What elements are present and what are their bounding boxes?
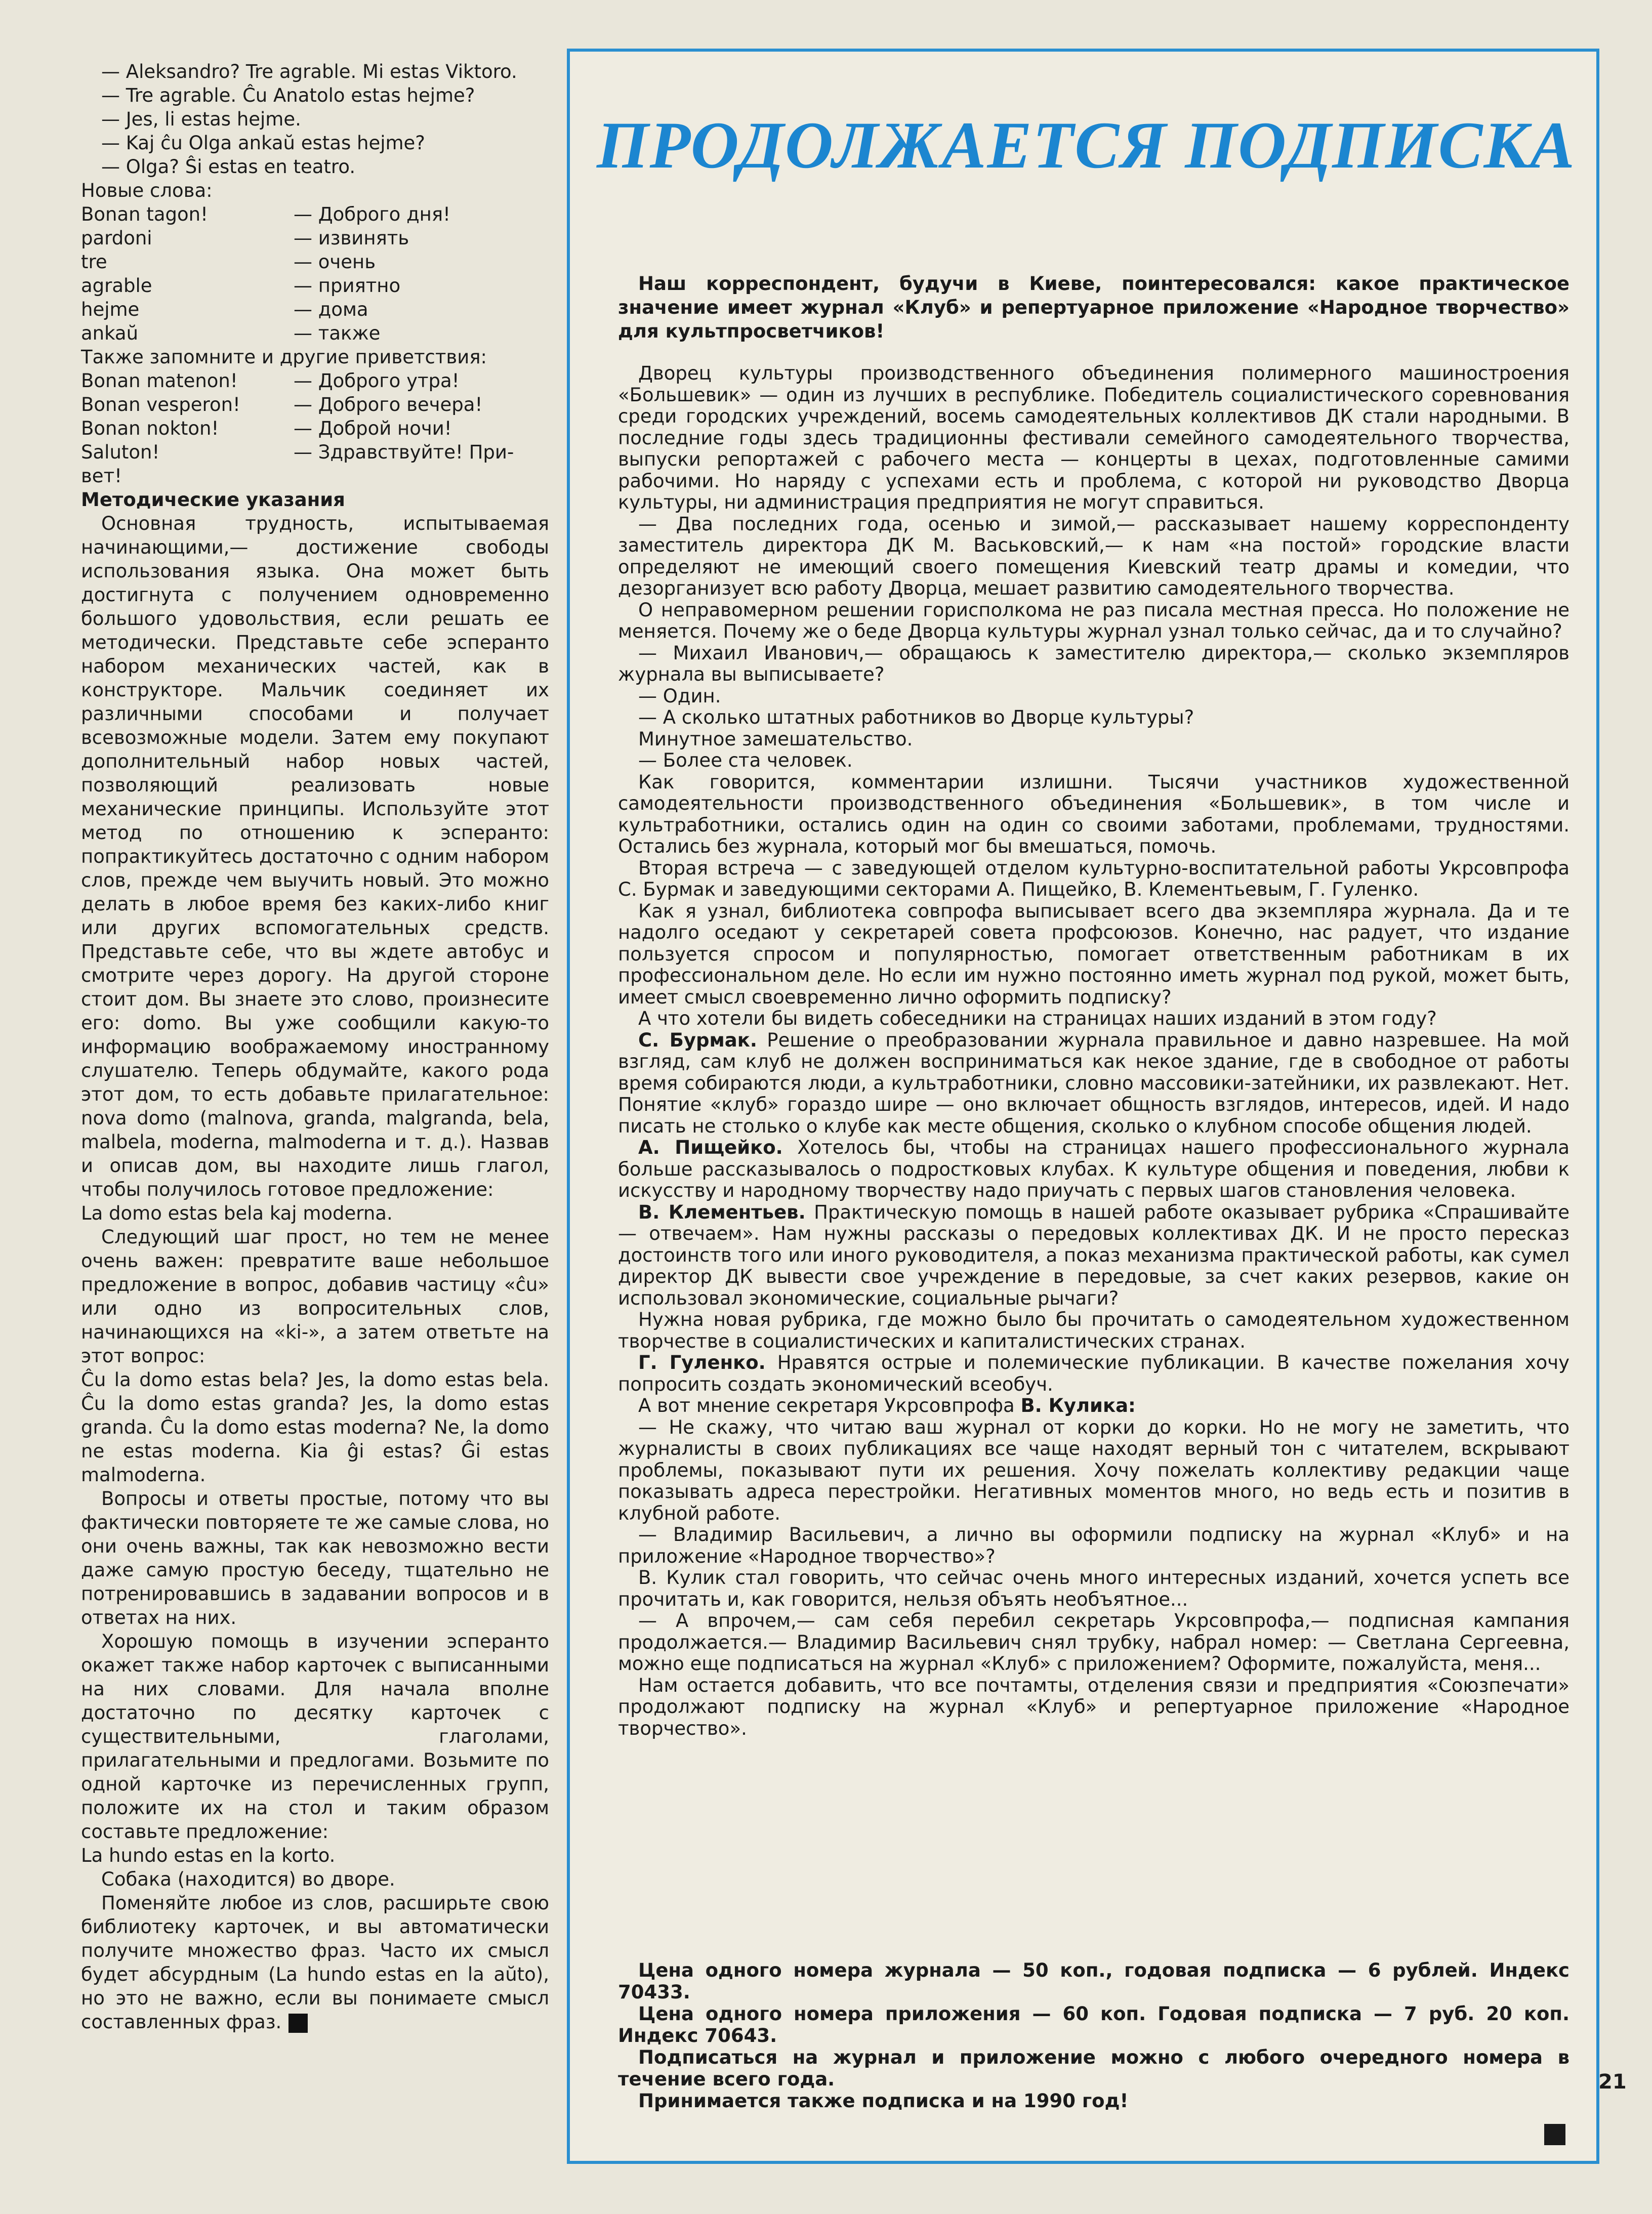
vocab-ru: — дома <box>294 299 368 320</box>
dialog-line: — Kaj ĉu Olga ankaŭ estas hejme? <box>101 132 425 154</box>
interview-klementiev <box>618 1202 1570 1310</box>
example-sentence: La hundo estas en la korto. <box>81 1845 336 1866</box>
speaker-text: Решение о преобразовании журнала правильное и давно назревшее. На мой взгляд, сам клуб не должен восприниматься как некое здание, где в свободное от работы время собираются люди, а культработники, словно массовики-затейники, их развлекают. Нет. Понятие «клуб» гораздо шире — оно включает общность взглядов, интересов, идей. И надо писать не столько о клубе как месте общения, сколько о клубном способе общения людей. <box>618 1029 1570 1137</box>
vocab-eo: hejme <box>81 299 140 320</box>
subscription-prices <box>618 1959 1570 2112</box>
example-sentence: La domo estas bela kaj moderna. <box>81 1202 393 1224</box>
dialog-line: — Tre agrable. Ĉu Anatolo estas hejme? <box>101 85 475 106</box>
speaker-text: Практическую помощь в нашей работе оказывает рубрика «Спрашивайте — отвечаем». Нам нужны рассказы о передовых коллективах ДК. И не просто пересказ достоинств того или иного руководителя, а показ механизма практической работы, как сумел директор ДК вывести свое учреждение в передовые, за счет каких резервов, какие он использовал экономические, социальные рычаги? <box>618 1201 1570 1309</box>
speaker-name: В. Клементьев. <box>638 1201 806 1223</box>
speaker-name: А. Пищейко. <box>638 1137 783 1158</box>
interview-gulenko <box>618 1352 1570 1395</box>
vocab-row <box>81 274 549 298</box>
paragraph: В. Кулик стал говорить, что сейчас очень много интересных изданий, хочется успеть все прочитать и, как говорится, нельзя объять необъятное... <box>618 1567 1570 1610</box>
paragraph: Как говорится, комментарии излишни. Тысячи участников художественной самодеятельности производственного объединения «Большевик», в том числе и культработники, остались один на один со своими заботами, проблемами, трудностями. Остались без журнала, который мог бы вмешаться, помочь. <box>618 771 1570 857</box>
greeting-row <box>81 369 549 393</box>
paragraph: Нам остается добавить, что все почтамты, отделения связи и предприятия «Союзпечати» продолжают подписку на журнал «Клуб» и репертуарное приложение «Народное творчество». <box>618 1674 1570 1739</box>
vocab-heading: Новые слова: <box>81 180 213 201</box>
vocab-eo: Bonan tagon! <box>81 203 208 225</box>
vocab-row <box>81 226 549 250</box>
article-headline: ПРОДОЛЖАЕТСЯ ПОДПИСКА <box>596 108 1576 182</box>
paragraph: Следующий шаг прост, но тем не менее очень важен: превратите ваше небольшое предложение в вопрос, добавив частицу «ĉu» или одно из вопросительных слов, начинающихся на «ki-», а затем ответьте на этот вопрос: <box>81 1226 549 1367</box>
greeting-ru: — Доброго вечера! <box>294 394 483 415</box>
vocab-eo: ankaŭ <box>81 322 139 344</box>
vocab-eo: tre <box>81 251 107 273</box>
end-mark-icon <box>288 2014 308 2033</box>
paragraph: — Один. <box>638 685 721 707</box>
subscription-article-box <box>567 49 1599 2164</box>
price-line: Подписаться на журнал и приложение можно с любого очередного номера в течение всего года. <box>618 2046 1570 2090</box>
end-mark-icon <box>1544 2124 1565 2145</box>
paragraph: Основная трудность, испытываемая начинающими,— достижение свободы использования языка. Она может быть достигнута с получением одновременно большого удовольствия, если решать ее методически. Представьте себе эсперанто набором механических частей, как в конструкторе. Мальчик соединяет их различными способами и получает всевозможные модели. Затем ему покупают дополнительный набор новых частей, позволяющий реализовать новые механические принципы. Используйте этот метод по отношению к эсперанто: попрактикуйтесь достаточно с одним набором слов, прежде чем выучить новый. Это можно делать в любое время без каких-либо книг или других вспомогательных средств. Представьте себе, что вы ждете автобус и смотрите через дорогу. На другой стороне стоит дом. Вы знаете это слово, произнесите его: domo. Вы уже сообщили какую-то информацию воображаемому иностранному слушателю. Теперь обдумайте, какого рода этот дом, то есть добавьте прилагательное: nova domo (malnova, granda, malgranda, bela, malbela, moderna, malmoderna и т. д.). Назвав и описав дом, вы находите лишь глагол, чтобы получилось готовое предложение: <box>81 513 549 1200</box>
vocab-ru: — Доброго дня! <box>294 203 450 225</box>
paragraph: Хорошую помощь в изучении эсперанто окажет также набор карточек с выписанными на них словами. Для начала вполне достаточно по десятку карточек с существительными, глаголами, прилагательными и предлогами. Возьмите по одной карточке из перечисленных групп, положите их на стол и таким образом составьте предложение: <box>81 1631 549 1843</box>
paragraph: — А сколько штатных работников во Дворце культуры? <box>638 706 1194 728</box>
greeting-row <box>81 416 549 440</box>
vocab-row <box>81 298 549 321</box>
vocab-ru: — также <box>294 322 381 344</box>
interview-burmak <box>618 1030 1570 1138</box>
paragraph: Как я узнал, библиотека совпрофа выписывает всего два экземпляра журнала. Да и те надолго оседают у секретарей совета профсоюзов. Конечно, нас радует, что издание пользуется спросом и популярностью, помогает ответственным работникам в их профессиональном деле. Но если им нужно постоянно иметь журнал под рукой, может быть, имеет смысл своевременно лично оформить подписку? <box>618 900 1570 1008</box>
greeting-eo: Bonan matenon! <box>81 370 238 392</box>
speaker-name: С. Бурмак. <box>638 1029 757 1051</box>
kulik-intro <box>618 1395 1570 1417</box>
dialog-line: — Aleksandro? Tre agrable. Mi estas Viktoro. <box>101 61 517 82</box>
vocab-row <box>81 321 549 345</box>
vocab-ru: — извинять <box>294 227 409 249</box>
price-line: Цена одного номера приложения — 60 коп. Годовая подписка — 7 руб. 20 коп. Индекс 70643. <box>618 2003 1570 2046</box>
paragraph: — Владимир Васильевич, а лично вы оформили подписку на журнал «Клуб» и на приложение «Народное творчество»? <box>618 1524 1570 1567</box>
vocab-eo: pardoni <box>81 227 152 249</box>
greeting-ru: — Доброй ночи! <box>294 417 452 439</box>
greetings-heading: Также запомните и другие приветствия: <box>81 346 487 368</box>
paragraph: — А впрочем,— сам себя перебил секретарь Укрсовпрофа,— подписная кампания продолжается.— Владимир Васильевич снял трубку, набрал номер: — Светлана Сергеевна, можно еще подписаться на журнал «Клуб» с приложением? Оформите, пожалуйста, меня... <box>618 1610 1570 1675</box>
price-line: Цена одного номера журнала — 50 коп., годовая подписка — 6 рублей. Индекс 70433. <box>618 1959 1570 2003</box>
paragraph: Вопросы и ответы простые, потому что вы фактически повторяете те же самые слова, но они очень важны, так как невозможно вести даже самую простую беседу, тщательно не потренировавшись в задавании вопросов и в ответах на них. <box>81 1488 549 1628</box>
method-text <box>81 512 549 2034</box>
article-lead: Наш корреспондент, будучи в Киеве, поинтересовался: какое практическое значение имеет журнал «Клуб» и репертуарное приложение «Народное творчество» для культпросветчиков! <box>618 273 1570 342</box>
example-translation: Собака (находится) во дворе. <box>101 1868 395 1890</box>
vocab-row <box>81 250 549 274</box>
paragraph: — Два последних года, осенью и зимой,— рассказывает нашему корреспонденту заместитель директора ДК М. Васьковский,— к нам «на постой» городские власти определяют не имеющий своего помещения Киевский театр драмы и комедии, что дезорганизует всю работу Дворца, мешает развитию самодеятельного творчества. <box>618 513 1570 599</box>
greeting-eo: Bonan nokton! <box>81 417 219 439</box>
paragraph: Дворец культуры производственного объединения полимерного машиностроения «Большевик» — один из лучших в республике. Победитель социалистического соревнования среди городских учреждений, восемь самодеятельных коллективов ДК стали народными. В последние годы здесь традиционны фестивали семейного самодеятельного творчества, выпуски репортажей с рабочего места — концерты в цехах, подготовленные самими рабочими. Но наряду с успехами есть и проблема, с которой ни руководство Дворца культуры, ни администрация предприятия не могут справиться. <box>618 362 1570 513</box>
greeting-eo: Bonan vesperon! <box>81 394 240 415</box>
method-heading: Методические указания <box>81 489 345 511</box>
article-body <box>618 363 1570 1739</box>
paragraph-text: Поменяйте любое из слов, расширьте свою библиотеку карточек, и вы автоматически получите множество фраз. Часто их смысл будет абсурдным (La hundo estas en la aŭto), но это не важно, если вы понимаете смысл составленных фраз. <box>81 1892 549 2033</box>
intro-text: А вот мнение секретаря Укрсовпрофа <box>638 1395 1021 1416</box>
speaker-text: Хотелось бы, чтобы на страницах нашего профессионального журнала больше рассказывалось о подростковых клубах. К культуре общения и поведения, любви к искусству и народному творчеству надо приучать с первых шагов становления человека. <box>618 1137 1570 1201</box>
paragraph <box>81 1891 549 2034</box>
vocab-eo: agrable <box>81 275 152 297</box>
paragraph: Нужна новая рубрика, где можно было бы прочитать о самодеятельном художественном творчестве в социалистических и капиталистических странах. <box>618 1309 1570 1352</box>
paragraph: — Не скажу, что читаю ваш журнал от корки до корки. Но не могу не заметить, что журналисты в своих публикациях все чаще находят верный тон с читателем, вскрывают проблемы, показывают пути их решения. Хочу пожелать коллективу редакции чаще показывать адреса перестройки. Негативных моментов много, но ведь есть и позитив в клубной работе. <box>618 1416 1570 1524</box>
dialog-line: — Jes, li estas hejme. <box>101 108 301 130</box>
paragraph: О неправомерном решении горисполкома не раз писала местная пресса. Но положение не меняется. Почему же о беде Дворца культуры журнал узнал только сейчас, да и то случайно? <box>618 599 1570 642</box>
esperanto-lesson-column <box>81 60 549 2034</box>
price-line: Принимается также подписка и на 1990 год! <box>638 2090 1129 2112</box>
greeting-eo: Saluton! <box>81 441 160 463</box>
vocab-row <box>81 202 549 226</box>
dialog-line: — Olga? Ŝi estas en teatro. <box>101 156 356 178</box>
greeting-row <box>81 393 549 416</box>
vocab-table <box>81 202 549 345</box>
greeting-ru: — Доброго утра! <box>294 370 460 392</box>
paragraph: Минутное замешательство. <box>638 728 913 750</box>
paragraph: Вторая встреча — с заведующей отделом культурно-воспитательной работы Укрсовпрофа С. Бурмак и заведующими секторами А. Пищейко, В. Клементьевым, Г. Гуленко. <box>618 857 1570 900</box>
speaker-text: Нравятся острые и полемические публикации. В качестве пожелания хочу попросить создать экономический всеобуч. <box>618 1352 1570 1395</box>
greeting-continuation: вет! <box>81 465 122 487</box>
page-number: 21 <box>1598 2070 1627 2094</box>
speaker-name: Г. Гуленко. <box>638 1352 766 1373</box>
paragraph: — Михаил Иванович,— обращаюсь к заместителю директора,— сколько экземпляров журнала вы выписываете? <box>618 642 1570 685</box>
greeting-row <box>81 440 549 464</box>
vocab-ru: — очень <box>294 251 376 273</box>
speaker-name: В. Кулика: <box>1020 1395 1136 1416</box>
example-sentence: Ĉu la domo estas bela? Jes, la domo estas bela. Ĉu la domo estas granda? Jes, la domo estas granda. Ĉu la domo estas moderna? Ne, la domo ne estas moderna. Kia ĝi estas? Ĝi estas malmoderna. <box>81 1369 549 1486</box>
vocab-ru: — приятно <box>294 275 401 297</box>
greetings-table <box>81 369 549 464</box>
paragraph: — Более ста человек. <box>638 749 853 771</box>
interview-pishchejko <box>618 1137 1570 1202</box>
paragraph: А что хотели бы видеть собеседники на страницах наших изданий в этом году? <box>638 1008 1437 1029</box>
greeting-ru: — Здравствуйте! При- <box>294 441 514 463</box>
dialog-block <box>81 60 549 179</box>
